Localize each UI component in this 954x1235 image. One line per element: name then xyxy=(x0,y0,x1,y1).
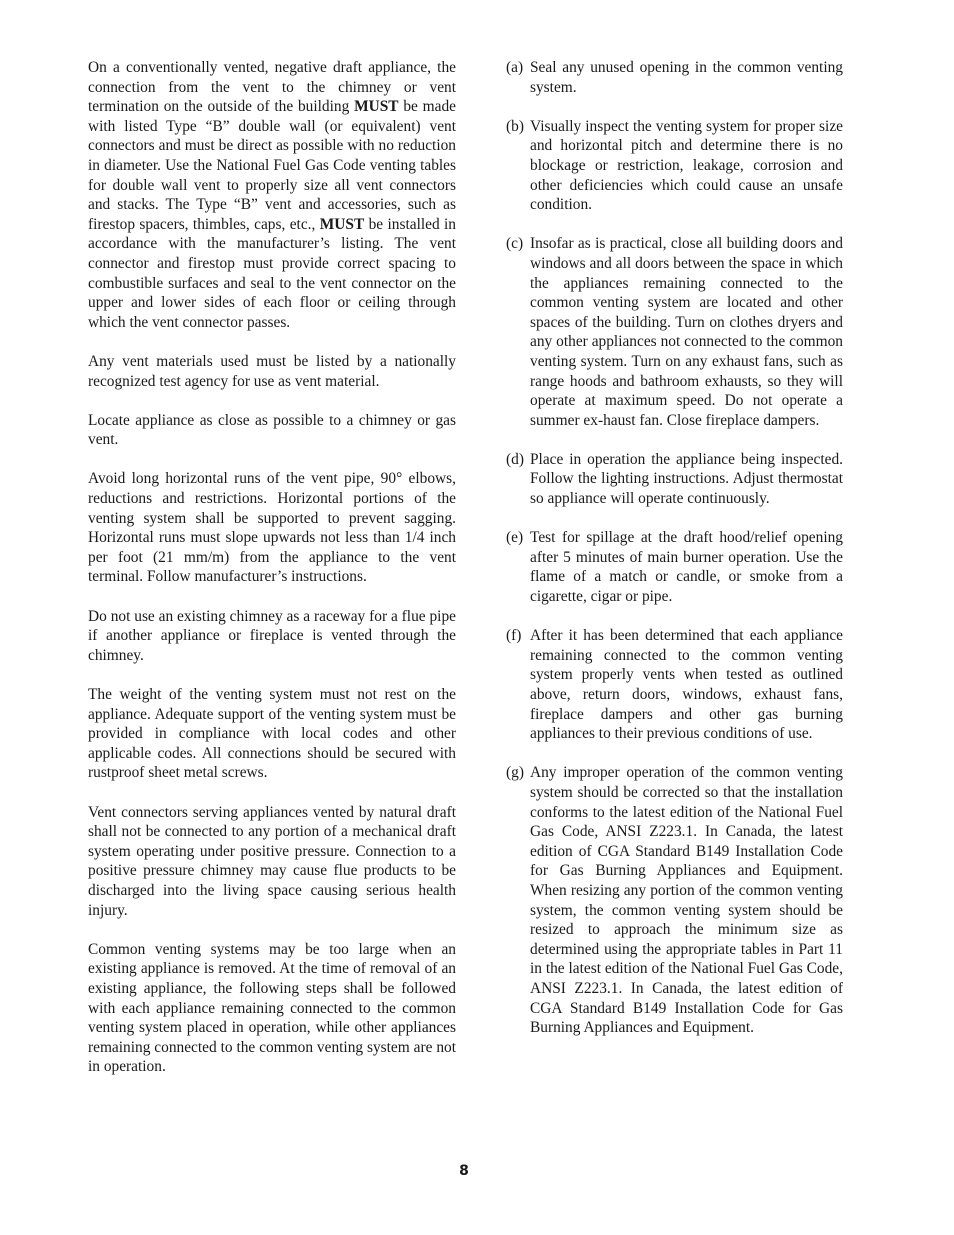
paragraph-vent-connection xyxy=(88,58,456,332)
left-column xyxy=(88,58,456,1077)
paragraph-text: be made with listed Type “B” double wall (or equivalent) vent connectors and must be direct as possible with no reduction in diameter. Use the National Fuel Gas Code venting tables for double wall vent to properly size all vent connectors and stacks. The Type “B” vent and accessories, such as firestop spacers, thimbles, caps, etc., xyxy=(88,98,456,233)
step-label: (g) xyxy=(506,764,524,782)
paragraph-text: be installed in accordance with the manufacturer’s listing. The vent connector and firestop must provide correct spacing to combustible surfaces and seal to the vent connector on the upper and lower sides of each floor or ceiling through which the vent connector passes. xyxy=(88,215,456,331)
paragraph-venting-weight: The weight of the venting system must not rest on the appliance. Adequate support of the venting system must be provided in compliance with local codes and other applicable codes. All connections should be secured with rustproof sheet metal screws. xyxy=(88,686,456,782)
step-label: (b) xyxy=(506,117,524,135)
step-text: Visually inspect the venting system for proper size and horizontal pitch and determine there is no blockage or restriction, leakage, corrosion and other deficiencies which could cause an unsafe condition. xyxy=(530,117,843,214)
step-item-g xyxy=(506,763,843,1037)
step-item-b xyxy=(506,117,843,215)
step-item-c xyxy=(506,234,843,430)
step-text: Insofar as is practical, close all building doors and windows and all doors between the space in which the appliances remaining connected to the common venting system are located and other spaces of the building. Turn on clothes dryers and any other appliances not connected to the common venting system. Turn on any exhaust fans, such as range hoods and bathroom exhausts, so they will operate at maximum speed. Do not operate a summer ex-haust fan. Close fireplace dampers. xyxy=(530,235,843,429)
paragraph-existing-chimney: Do not use an existing chimney as a raceway for a flue pipe if another appliance or fireplace is vented through the chimney. xyxy=(88,607,456,664)
step-label: (c) xyxy=(506,235,524,253)
step-text: After it has been determined that each appliance remaining connected to the common venting system properly vents when tested as outlined above, return doors, windows, exhaust fans, fireplace dampers and other gas burning appliances to their previous conditions of use. xyxy=(530,627,843,743)
emphasis-must: MUST xyxy=(354,98,399,116)
paragraph-text: On a conventionally vented, negative draft appliance, the connection from the vent to the chimney or vent termination on the outside of the building xyxy=(88,59,456,116)
step-label: (f) xyxy=(506,627,522,645)
step-item-a xyxy=(506,58,843,97)
step-text: Place in operation the appliance being inspected. Follow the lighting instructions. Adjust thermostat so appliance will operate continuously. xyxy=(530,450,843,508)
step-label: (a) xyxy=(506,59,524,76)
paragraph-locate-appliance: Locate appliance as close as possible to a chimney or gas vent. xyxy=(88,411,456,449)
right-column xyxy=(506,58,843,1038)
step-item-e xyxy=(506,528,843,606)
step-label: (e) xyxy=(506,529,524,547)
step-label: (d) xyxy=(506,450,524,468)
step-item-d xyxy=(506,450,843,509)
paragraph-horizontal-runs: Avoid long horizontal runs of the vent pipe, 90° elbows, reductions and restrictions. Horizontal portions of the venting system shall be supported to prevent sagging. Horizontal runs must slope upwards not less than 1/4 inch per foot (21 mm/m) from the appliance to the vent terminal. Follow manufacturer’s instructions. xyxy=(88,470,456,586)
page-number: 8 xyxy=(459,1163,469,1179)
paragraph-positive-pressure: Vent connectors serving appliances vented by natural draft shall not be connected to any portion of a mechanical draft system operating under positive pressure. Connection to a positive pressure chimney may cause flue products to be discharged into the living space causing serious health injury. xyxy=(88,803,456,919)
paragraph-common-venting: Common venting systems may be too large when an existing appliance is removed. At the time of removal of an existing appliance, the following steps shall be followed with each appliance remaining connected to the common venting system placed in operation, while other appliances remaining connected to the common venting system are not in operation. xyxy=(88,940,456,1076)
step-text: Any improper operation of the common venting system should be corrected so that the installation conforms to the latest edition of the National Fuel Gas Code, ANSI Z223.1. In Canada, the latest edition of CGA Standard B149 Installation Code for Gas Burning Appliances and Equipment. When resizing any portion of the common venting system, the common venting system should be resized to approach the minimum size as determined using the appropriate tables in Part 11 in the latest edition of the National Fuel Gas Code, ANSI Z223.1. In Canada, the latest edition of CGA Standard B149 Installation Code for Gas Burning Appliances and Equipment. xyxy=(530,764,843,1037)
step-text: Test for spillage at the draft hood/relief opening after 5 minutes of main burner operation. Use the flame of a match or candle, or smoke from a cigarette, cigar or pipe. xyxy=(530,529,843,606)
step-item-f xyxy=(506,626,843,744)
emphasis-must: MUST xyxy=(319,215,365,233)
step-text: Seal any unused opening in the common venting system. xyxy=(530,59,843,96)
paragraph-vent-materials: Any vent materials used must be listed by a nationally recognized test agency for use as vent material. xyxy=(88,352,456,390)
